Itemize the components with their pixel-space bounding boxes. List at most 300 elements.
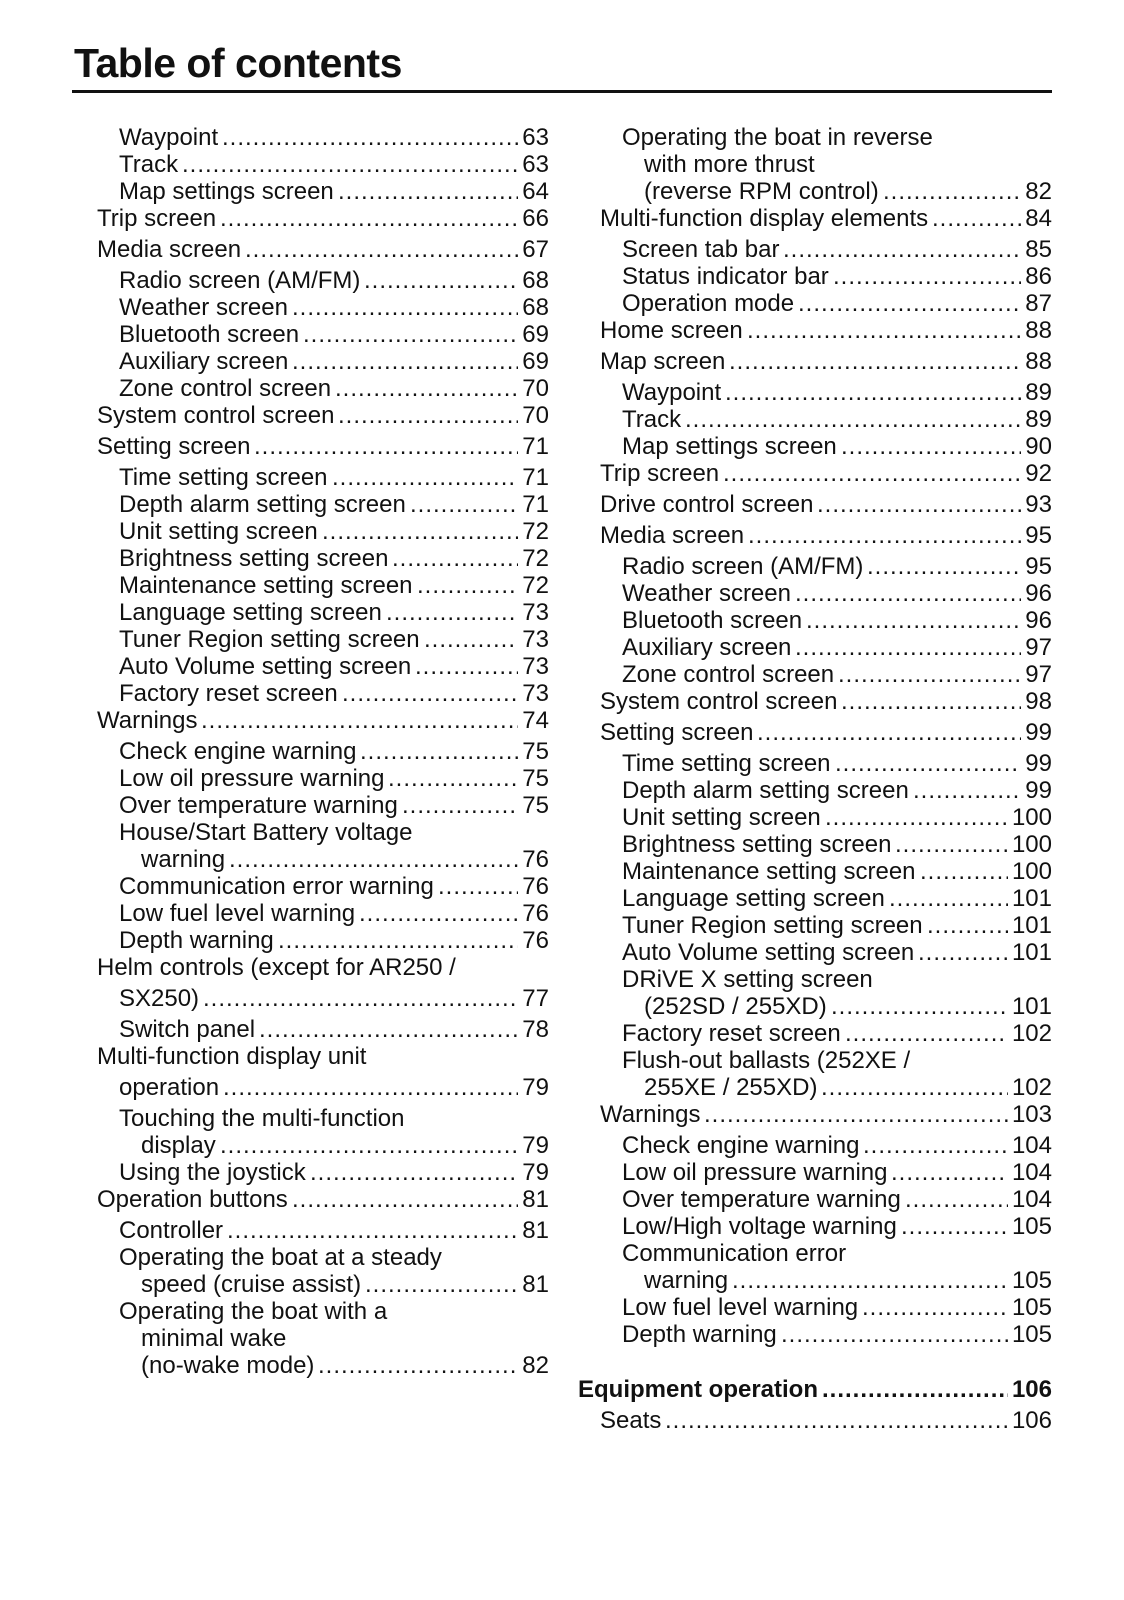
toc-entry-title: (no-wake mode): [141, 1352, 315, 1379]
toc-entry-page-number: 76: [522, 900, 549, 927]
toc-entry[interactable]: [600, 1101, 1052, 1128]
toc-entry-page-number: 105: [1011, 1213, 1052, 1240]
dot-leader: [335, 375, 518, 402]
toc-entry-title: Low/High voltage warning: [622, 1213, 897, 1240]
toc-entry-page-number: 99: [1025, 777, 1052, 804]
dot-leader: [895, 831, 1008, 858]
toc-entry-title: Time setting screen: [622, 750, 831, 777]
toc-entry-page-number: 95: [1025, 522, 1052, 549]
toc-entry-page-number: 77: [522, 985, 549, 1012]
toc-entry-title: (reverse RPM control): [644, 178, 879, 205]
dot-leader: [322, 518, 518, 545]
toc-entry-title: Operating the boat at a steady: [119, 1244, 442, 1271]
toc-entry-page-number: 89: [1025, 406, 1052, 433]
toc-entry[interactable]: [600, 750, 1052, 777]
toc-entry[interactable]: [97, 985, 549, 1012]
toc-entry-page-number: 64: [522, 178, 549, 205]
toc-entry-title: Maintenance setting screen: [119, 572, 413, 599]
dot-leader: [891, 1159, 1008, 1186]
toc-entry[interactable]: [600, 1407, 1052, 1434]
toc-entry-title: Operation mode: [622, 290, 795, 317]
toc-entry-page-number: 104: [1011, 1186, 1052, 1213]
dot-leader: [841, 688, 1021, 715]
toc-entry[interactable]: [600, 858, 1052, 885]
toc-entry[interactable]: [600, 1240, 1052, 1267]
toc-entry-title: Map screen: [600, 348, 726, 375]
toc-entry[interactable]: [600, 885, 1052, 912]
toc-entry-page-number: 92: [1025, 460, 1052, 487]
toc-entry-title: Language setting screen: [622, 885, 885, 912]
toc-entry-page-number: 79: [522, 1074, 549, 1101]
toc-entry[interactable]: [97, 1186, 549, 1213]
toc-entry-title: Multi-function display elements: [600, 205, 929, 232]
toc-entry-page-number: 97: [1025, 661, 1052, 688]
toc-entry-page-number: 81: [522, 1186, 549, 1213]
toc-entry-page-number: 103: [1011, 1101, 1052, 1128]
toc-entry[interactable]: [97, 267, 549, 294]
toc-entry[interactable]: [600, 580, 1052, 607]
toc-entry[interactable]: [97, 545, 549, 572]
toc-entry[interactable]: [97, 491, 549, 518]
toc-entry-title: Tuner Region setting screen: [622, 912, 923, 939]
toc-entry-page-number: 87: [1025, 290, 1052, 317]
dot-leader: [338, 178, 518, 205]
toc-entry-title: Using the joystick: [119, 1159, 306, 1186]
toc-entry-title: Communication error warning: [119, 873, 434, 900]
toc-entry-title: Communication error: [622, 1240, 847, 1267]
dot-leader: [318, 1352, 518, 1379]
toc-entry-title: warning: [141, 846, 226, 873]
toc-entry-page-number: 84: [1025, 205, 1052, 232]
dot-leader: [338, 402, 518, 429]
toc-entry[interactable]: [97, 846, 549, 873]
toc-entry-title: Tuner Region setting screen: [119, 626, 420, 653]
toc-entry-title: House/Start Battery voltage: [119, 819, 413, 846]
toc-entry[interactable]: [600, 1047, 1052, 1074]
toc-entry[interactable]: [97, 599, 549, 626]
dot-leader: [723, 460, 1021, 487]
toc-entry[interactable]: [97, 433, 549, 460]
toc-entry[interactable]: [97, 178, 549, 205]
dot-leader: [365, 1271, 518, 1298]
toc-entry-page-number: 101: [1011, 939, 1052, 966]
toc-entry[interactable]: [600, 1020, 1052, 1047]
toc-entry-page-number: 73: [522, 626, 549, 653]
toc-entry[interactable]: [97, 236, 549, 263]
toc-entry-page-number: 68: [522, 294, 549, 321]
dot-leader: [182, 151, 518, 178]
toc-entry-title: Media screen: [97, 236, 242, 263]
dot-leader: [359, 900, 518, 927]
toc-entry-page-number: 70: [522, 375, 549, 402]
dot-leader: [795, 634, 1021, 661]
toc-entry-page-number: 78: [522, 1016, 549, 1043]
toc-entry[interactable]: [600, 433, 1052, 460]
toc-entry-page-number: 86: [1025, 263, 1052, 290]
toc-entry-title: Controller: [119, 1217, 224, 1244]
toc-entry[interactable]: [600, 236, 1052, 263]
toc-entry[interactable]: [97, 819, 549, 846]
toc-entry[interactable]: [600, 406, 1052, 433]
toc-entry-title: Depth warning: [119, 927, 274, 954]
toc-entry[interactable]: [97, 1244, 549, 1271]
dot-leader: [798, 290, 1021, 317]
toc-entry-title: with more thrust: [644, 151, 815, 178]
toc-entry[interactable]: [600, 491, 1052, 518]
toc-entry-title: Touching the multi-function: [119, 1105, 405, 1132]
toc-entry-page-number: 96: [1025, 580, 1052, 607]
toc-entry[interactable]: [97, 792, 549, 819]
toc-entry-page-number: 63: [522, 124, 549, 151]
toc-entry-page-number: 100: [1011, 831, 1052, 858]
toc-entry-title: Factory reset screen: [622, 1020, 841, 1047]
toc-entry[interactable]: [600, 993, 1052, 1020]
dot-leader: [245, 236, 518, 263]
toc-entry-page-number: 76: [522, 927, 549, 954]
toc-entry[interactable]: [578, 1376, 1052, 1403]
toc-entry[interactable]: [600, 777, 1052, 804]
toc-entry[interactable]: [600, 1159, 1052, 1186]
dot-leader: [725, 379, 1021, 406]
toc-entry-page-number: 100: [1011, 804, 1052, 831]
dot-leader: [222, 124, 518, 151]
toc-entry[interactable]: [97, 151, 549, 178]
dot-leader: [932, 205, 1021, 232]
toc-entry[interactable]: [600, 522, 1052, 549]
toc-entry-title: Depth alarm setting screen: [119, 491, 406, 518]
toc-entry-title: display: [141, 1132, 216, 1159]
dot-leader: [817, 491, 1021, 518]
toc-entry-title: Multi-function display unit: [97, 1043, 367, 1070]
toc-entry-title: Zone control screen: [622, 661, 835, 688]
toc-entry-page-number: 66: [522, 205, 549, 232]
toc-entry-page-number: 95: [1025, 553, 1052, 580]
toc-entry-title: Map settings screen: [622, 433, 837, 460]
toc-entry[interactable]: [600, 290, 1052, 317]
toc-entry[interactable]: [97, 1074, 549, 1101]
toc-entry[interactable]: [600, 831, 1052, 858]
toc-entry-title: Auto Volume setting screen: [622, 939, 915, 966]
toc-right-column: [578, 124, 1052, 1434]
toc-entry-page-number: 102: [1011, 1020, 1052, 1047]
toc-entry-title: Equipment operation: [578, 1376, 818, 1403]
dot-leader: [410, 491, 518, 518]
toc-entry[interactable]: [600, 607, 1052, 634]
toc-entry-title: Media screen: [600, 522, 745, 549]
toc-entry-page-number: 102: [1011, 1074, 1052, 1101]
toc-entry[interactable]: [97, 572, 549, 599]
toc-entry[interactable]: [97, 680, 549, 707]
toc-entry-title: Warnings: [600, 1101, 701, 1128]
toc-left-column: [97, 124, 549, 1379]
toc-entry[interactable]: [600, 966, 1052, 993]
toc-entry-title: Unit setting screen: [622, 804, 821, 831]
toc-entry-page-number: 70: [522, 402, 549, 429]
toc-entry-title: Maintenance setting screen: [622, 858, 916, 885]
toc-entry-page-number: 106: [1011, 1407, 1052, 1434]
toc-entry[interactable]: [600, 661, 1052, 688]
title-rule: [72, 90, 1052, 93]
toc-entry[interactable]: [600, 1294, 1052, 1321]
toc-entry[interactable]: [97, 205, 549, 232]
toc-entry-page-number: 75: [522, 765, 549, 792]
toc-entry[interactable]: [600, 205, 1052, 232]
dot-leader: [424, 626, 518, 653]
toc-entry[interactable]: [97, 1298, 549, 1325]
toc-entry-title: operation: [119, 1074, 220, 1101]
dot-leader: [901, 1213, 1008, 1240]
toc-entry[interactable]: [600, 719, 1052, 746]
toc-entry-page-number: 104: [1011, 1159, 1052, 1186]
toc-entry-title: (252SD / 255XD): [644, 993, 827, 1020]
dot-leader: [825, 804, 1008, 831]
toc-entry-page-number: 96: [1025, 607, 1052, 634]
toc-entry-title: Setting screen: [97, 433, 251, 460]
dot-leader: [918, 939, 1008, 966]
toc-entry-page-number: 67: [522, 236, 549, 263]
toc-entry-page-number: 105: [1011, 1294, 1052, 1321]
toc-entry-page-number: 93: [1025, 491, 1052, 518]
toc-entry-title: Track: [119, 151, 179, 178]
dot-leader: [821, 1074, 1008, 1101]
dot-leader: [227, 1217, 518, 1244]
toc-entry[interactable]: [97, 1105, 549, 1132]
toc-entry-title: Unit setting screen: [119, 518, 318, 545]
dot-leader: [292, 294, 518, 321]
toc-entry-title: Low oil pressure warning: [622, 1159, 888, 1186]
toc-entry-page-number: 106: [1011, 1376, 1052, 1403]
toc-entry-title: Setting screen: [600, 719, 754, 746]
toc-entry-title: Trip screen: [600, 460, 720, 487]
dot-leader: [259, 1016, 518, 1043]
toc-entry-title: Bluetooth screen: [622, 607, 803, 634]
toc-entry[interactable]: [97, 348, 549, 375]
toc-entry-title: Trip screen: [97, 205, 217, 232]
toc-entry-title: Low fuel level warning: [119, 900, 356, 927]
toc-entry[interactable]: [600, 1267, 1052, 1294]
toc-entry-title: Flush-out ballasts (252XE /: [622, 1047, 911, 1074]
toc-entry[interactable]: [600, 1074, 1052, 1101]
toc-entry-page-number: 99: [1025, 719, 1052, 746]
toc-entry-title: Radio screen (AM/FM): [622, 553, 864, 580]
toc-entry-page-number: 85: [1025, 236, 1052, 263]
dot-leader: [704, 1101, 1008, 1128]
toc-entry[interactable]: [97, 375, 549, 402]
toc-entry[interactable]: [600, 151, 1052, 178]
toc-entry[interactable]: [97, 738, 549, 765]
toc-entry-title: Weather screen: [119, 294, 288, 321]
dot-leader: [203, 985, 518, 1012]
dot-leader: [748, 522, 1021, 549]
toc-entry-page-number: 79: [522, 1132, 549, 1159]
dot-leader: [220, 1132, 518, 1159]
toc-entry[interactable]: [97, 626, 549, 653]
toc-entry-page-number: 76: [522, 873, 549, 900]
toc-entry-page-number: 72: [522, 545, 549, 572]
toc-entry[interactable]: [97, 707, 549, 734]
toc-entry[interactable]: [97, 765, 549, 792]
toc-entry-page-number: 75: [522, 792, 549, 819]
toc-entry-title: Waypoint: [622, 379, 722, 406]
toc-entry[interactable]: [97, 1159, 549, 1186]
toc-entry[interactable]: [97, 1132, 549, 1159]
toc-entry[interactable]: [600, 634, 1052, 661]
toc-entry-page-number: 101: [1011, 993, 1052, 1020]
toc-entry-title: Bluetooth screen: [119, 321, 300, 348]
dot-leader: [920, 858, 1008, 885]
toc-entry[interactable]: [97, 900, 549, 927]
toc-entry-title: System control screen: [600, 688, 838, 715]
dot-leader: [332, 464, 518, 491]
toc-entry-page-number: 69: [522, 348, 549, 375]
toc-entry-title: Time setting screen: [119, 464, 328, 491]
dot-leader: [833, 263, 1021, 290]
toc-entry-title: Low oil pressure warning: [119, 765, 385, 792]
dot-leader: [438, 873, 518, 900]
toc-entry-page-number: 105: [1011, 1267, 1052, 1294]
dot-leader: [835, 750, 1021, 777]
toc-entry[interactable]: [97, 464, 549, 491]
dot-leader: [913, 777, 1021, 804]
toc-entry-title: System control screen: [97, 402, 335, 429]
toc-entry-page-number: 68: [522, 267, 549, 294]
toc-entry[interactable]: [97, 1043, 549, 1070]
toc-entry[interactable]: [600, 1321, 1052, 1348]
toc-entry-page-number: 72: [522, 518, 549, 545]
toc-entry-page-number: 75: [522, 738, 549, 765]
toc-entry-title: Brightness setting screen: [119, 545, 389, 572]
toc-entry-page-number: 82: [1025, 178, 1052, 205]
toc-entry[interactable]: [600, 317, 1052, 344]
toc-entry-title: Low fuel level warning: [622, 1294, 859, 1321]
toc-entry[interactable]: [97, 124, 549, 151]
dot-leader: [747, 317, 1021, 344]
toc-entry[interactable]: [97, 927, 549, 954]
toc-entry[interactable]: [600, 178, 1052, 205]
toc-entry[interactable]: [600, 460, 1052, 487]
toc-entry-title: Check engine warning: [622, 1132, 860, 1159]
dot-leader: [729, 348, 1021, 375]
toc-entry-title: Home screen: [600, 317, 743, 344]
toc-entry[interactable]: [600, 348, 1052, 375]
dot-leader: [732, 1267, 1008, 1294]
toc-entry-title: Waypoint: [119, 124, 219, 151]
dot-leader: [278, 927, 518, 954]
dot-leader: [415, 653, 518, 680]
toc-entry[interactable]: [600, 124, 1052, 151]
dot-leader: [838, 661, 1021, 688]
toc-entry-title: Helm controls (except for AR250 /: [97, 954, 456, 981]
toc-entry[interactable]: [97, 402, 549, 429]
toc-entry-title: DRiVE X setting screen: [622, 966, 873, 993]
dot-leader: [292, 348, 518, 375]
dot-leader: [841, 433, 1021, 460]
toc-entry-title: Factory reset screen: [119, 680, 338, 707]
toc-entry[interactable]: [600, 1213, 1052, 1240]
toc-entry-page-number: 76: [522, 846, 549, 873]
toc-entry-page-number: 63: [522, 151, 549, 178]
dot-leader: [342, 680, 518, 707]
toc-entry-page-number: 101: [1011, 885, 1052, 912]
toc-entry-title: Weather screen: [622, 580, 791, 607]
toc-entry-title: Track: [622, 406, 682, 433]
toc-entry-page-number: 71: [522, 433, 549, 460]
dot-leader: [665, 1407, 1008, 1434]
toc-entry-page-number: 73: [522, 599, 549, 626]
toc-entry-title: Brightness setting screen: [622, 831, 892, 858]
toc-entry[interactable]: [600, 804, 1052, 831]
toc-entry-title: Warnings: [97, 707, 198, 734]
toc-entry[interactable]: [97, 1217, 549, 1244]
toc-entry-title: Auxiliary screen: [622, 634, 792, 661]
toc-entry-page-number: 88: [1025, 317, 1052, 344]
toc-entry[interactable]: [600, 553, 1052, 580]
toc-entry-title: Over temperature warning: [622, 1186, 901, 1213]
toc-entry[interactable]: [600, 379, 1052, 406]
dot-leader: [781, 1321, 1008, 1348]
toc-entry-page-number: 73: [522, 653, 549, 680]
toc-entry[interactable]: [97, 1016, 549, 1043]
toc-entry[interactable]: [600, 1132, 1052, 1159]
toc-entry[interactable]: [97, 321, 549, 348]
dot-leader: [386, 599, 518, 626]
toc-entry-title: Zone control screen: [119, 375, 332, 402]
toc-entry-page-number: 79: [522, 1159, 549, 1186]
dot-leader: [822, 1376, 1008, 1403]
dot-leader: [927, 912, 1008, 939]
dot-leader: [402, 792, 518, 819]
toc-entry[interactable]: [97, 873, 549, 900]
dot-leader: [364, 267, 518, 294]
toc-entry[interactable]: [600, 912, 1052, 939]
toc-entry[interactable]: [97, 1325, 549, 1352]
toc-entry[interactable]: [97, 653, 549, 680]
toc-entry-page-number: 81: [522, 1271, 549, 1298]
toc-entry-page-number: 71: [522, 491, 549, 518]
toc-entry-title: Operation buttons: [97, 1186, 288, 1213]
toc-entry[interactable]: [97, 294, 549, 321]
dot-leader: [867, 553, 1021, 580]
dot-leader: [757, 719, 1021, 746]
toc-entry-page-number: 73: [522, 680, 549, 707]
toc-entry[interactable]: [97, 1352, 549, 1379]
toc-entry-title: Map settings screen: [119, 178, 334, 205]
dot-leader: [862, 1294, 1008, 1321]
toc-entry[interactable]: [97, 954, 549, 981]
toc-entry-page-number: 97: [1025, 634, 1052, 661]
toc-entry-title: Depth warning: [622, 1321, 777, 1348]
toc-entry[interactable]: [97, 518, 549, 545]
toc-entry-page-number: 105: [1011, 1321, 1052, 1348]
toc-entry[interactable]: [97, 1271, 549, 1298]
toc-entry-title: Drive control screen: [600, 491, 814, 518]
toc-entry-title: SX250): [119, 985, 200, 1012]
toc-entry-page-number: 100: [1011, 858, 1052, 885]
dot-leader: [831, 993, 1008, 1020]
toc-entry-page-number: 98: [1025, 688, 1052, 715]
dot-leader: [388, 765, 518, 792]
dot-leader: [310, 1159, 518, 1186]
dot-leader: [905, 1186, 1008, 1213]
toc-entry[interactable]: [600, 263, 1052, 290]
dot-leader: [229, 846, 518, 873]
toc-entry-title: 255XE / 255XD): [644, 1074, 818, 1101]
toc-entry[interactable]: [600, 1186, 1052, 1213]
page-title: Table of contents: [74, 40, 402, 86]
toc-entry[interactable]: [600, 939, 1052, 966]
toc-entry[interactable]: [600, 688, 1052, 715]
toc-entry-page-number: 88: [1025, 348, 1052, 375]
